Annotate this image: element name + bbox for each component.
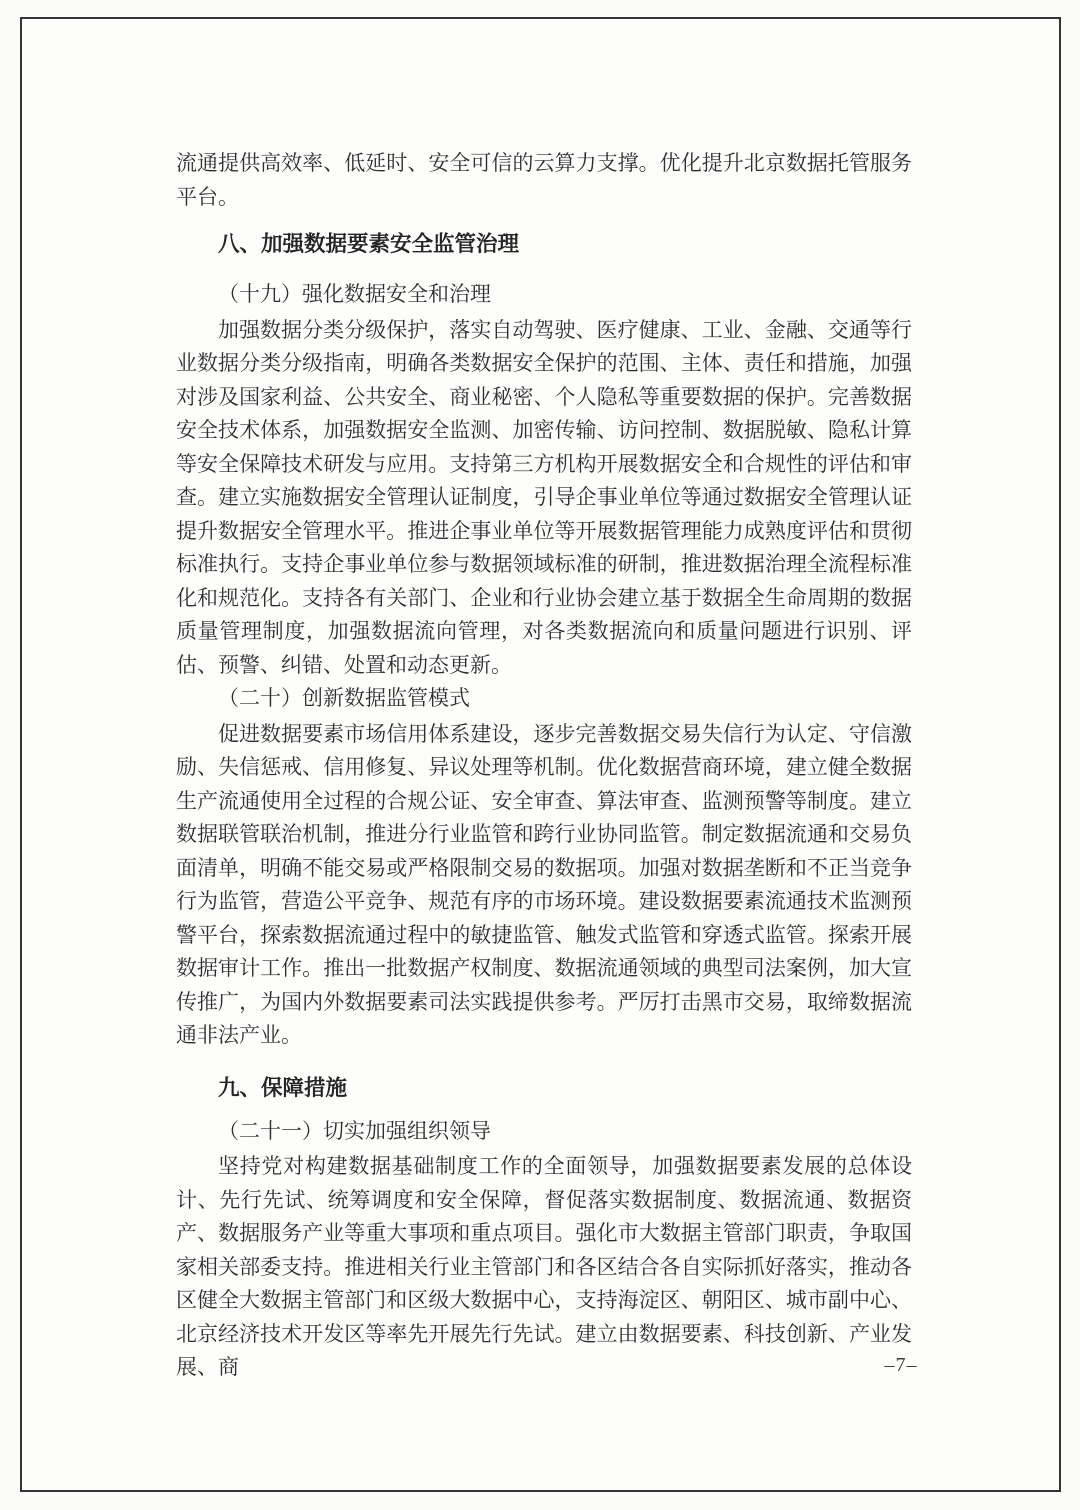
section-heading-9: 九、保障措施 [218, 1075, 348, 1100]
page-number: –7– [884, 1354, 918, 1376]
subsection-title-20: （二十）创新数据监管模式 [218, 686, 470, 710]
continuation-paragraph: 流通提供高效率、低延时、安全可信的云算力支撑。优化提升北京数据托管服务平台。 [176, 151, 912, 209]
body-paragraph-19: 加强数据分类分级保护，落实自动驾驶、医疗健康、工业、金融、交通等行业数据分类分级指南，明确各类数据安全保护的范围、主体、责任和措施，加强对涉及国家利益、公共安全、商业秘密、个人隐私等重要数据的保护。完善数据安全技术体系，加强数据安全监测、加密传输、访问控制、数据脱敏、隐私计算等安全保障技术研发与应用。支持第三方机构开展数据安全和合规性的评估和审查。建立实施数据安全管理认证制度，引导企事业单位等通过数据安全管理认证提升数据安全管理水平。推进企事业单位等开展数据管理能力成熟度评估和贯彻标准执行。支持企事业单位参与数据领域标准的研制，推进数据治理全流程标准化和规范化。支持各有关部门、企业和行业协会建立基于数据全生命周期的数据质量管理制度，加强数据流向管理，对各类数据流向和质量问题进行识别、评估、预警、纠错、处置和动态更新。 [176, 317, 912, 677]
body-paragraph-20: 促进数据要素市场信用体系建设，逐步完善数据交易失信行为认定、守信激励、失信惩戒、信用修复、异议处理等机制。优化数据营商环境，建立健全数据生产流通使用全过程的合规公证、安全审查、算法审查、监测预警等制度。建立数据联管联治机制，推进分行业监管和跨行业协同监管。制定数据流通和交易负面清单，明确不能交易或严格限制交易的数据项。加强对数据垄断和不正当竞争行为监管，营造公平竞争、规范有序的市场环境。建设数据要素流通技术监测预警平台，探索数据流通过程中的敏捷监管、触发式监管和穿透式监管。探索开展数据审计工作。推出一批数据产权制度、数据流通领域的典型司法案例，加大宣传推广，为国内外数据要素司法实践提供参考。严厉打击黑市交易，取缔数据流通非法产业。 [176, 721, 912, 1047]
document-content [176, 147, 912, 1385]
subsection-title-21: （二十一）切实加强组织领导 [218, 1118, 491, 1143]
body-paragraph-21: 坚持党对构建数据基础制度工作的全面领导，加强数据要素发展的总体设计、先行先试、统筹调度和安全保障，督促落实数据制度、数据流通、数据资产、数据服务产业等重大事项和重点项目。强化市大数据主管部门职责，争取国家相关部委支持。推进相关行业主管部门和各区结合各自实际抓好落实，推动各区健全大数据主管部门和区级大数据中心，支持海淀区、朝阳区、城市副中心、北京经济技术开发区等率先开展先行先试。建立由数据要素、科技创新、产业发展、商 [176, 1154, 912, 1379]
section-heading-8: 八、加强数据要素安全监管治理 [218, 232, 520, 256]
subsection-title-19: （十九）强化数据安全和治理 [218, 282, 491, 306]
